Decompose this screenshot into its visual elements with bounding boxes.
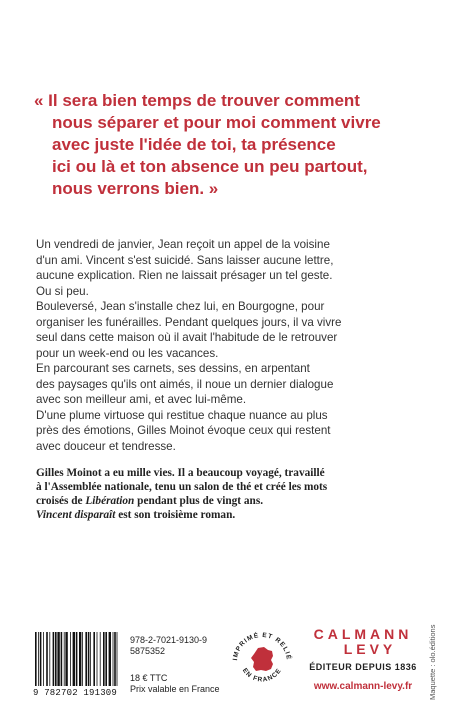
book-title: Vincent disparaît xyxy=(36,509,116,521)
summary-line: pour un week-end ou les vacances. xyxy=(36,346,219,360)
barcode xyxy=(33,632,121,698)
summary-line: D'une plume virtuose qui restitue chaque nuance au plus xyxy=(36,408,328,422)
barcode-bar xyxy=(79,632,81,686)
made-in-france-seal xyxy=(228,626,296,694)
barcode-bar xyxy=(117,632,118,686)
france-map-icon xyxy=(251,647,273,671)
newspaper-title: Libération xyxy=(85,495,135,507)
publisher-since: ÉDITEUR DEPUIS 1836 xyxy=(309,662,417,672)
isbn-block xyxy=(130,635,207,657)
summary-line: En parcourant ses carnets, ses dessins, en arpentant xyxy=(36,362,310,375)
barcode-bar xyxy=(73,632,75,686)
barcode-bar xyxy=(46,632,48,686)
barcode-bar xyxy=(55,632,57,686)
quote-line: ici ou là et ton absence un peu partout, xyxy=(52,157,368,176)
barcode-bar xyxy=(57,632,59,686)
summary-line: Bouleversé, Jean s'installe chez lui, en Bourgogne, pour xyxy=(36,300,325,313)
barcode-bar xyxy=(61,632,63,686)
barcode-bar xyxy=(35,632,37,686)
summary-line: seul dans cette maison où il avait l'habitude de le retrouver xyxy=(36,331,338,344)
barcode-bar xyxy=(64,632,65,686)
author-bio xyxy=(36,466,406,522)
quote-line: « Il sera bien temps de trouver comment xyxy=(34,91,360,110)
bio-line xyxy=(36,508,406,522)
summary-line: organiser les funérailles. Pendant quelques jours, il va vivre xyxy=(36,315,342,329)
bio-line: Gilles Moinot a eu mille vies. Il a beaucoup voyagé, travaillé xyxy=(36,467,325,479)
barcode-bar xyxy=(88,632,90,686)
seal-top-text: IMPRIMÉ ET RELIÉ xyxy=(232,631,293,661)
summary-line: avec douceur et tendresse. xyxy=(36,439,176,453)
isbn-number: 978-2-7021-9130-9 xyxy=(130,635,208,645)
logo-line: LEVY xyxy=(343,641,397,657)
barcode-bar xyxy=(85,632,87,686)
barcode-bars xyxy=(33,632,121,688)
back-cover-quote xyxy=(34,90,381,200)
price-amount: 18 € TTC xyxy=(130,673,168,683)
barcode-bar xyxy=(82,632,83,686)
barcode-bar xyxy=(114,632,116,686)
barcode-bar xyxy=(103,632,105,686)
barcode-bar xyxy=(90,632,91,686)
barcode-bar xyxy=(105,632,107,686)
summary-line: Un vendredi de janvier, Jean reçoit un appel de la voisine xyxy=(36,238,330,251)
barcode-digits: 9 782702 191309 xyxy=(33,688,118,698)
barcode-bar xyxy=(38,632,39,686)
price-block xyxy=(130,673,220,695)
summary-text xyxy=(36,237,396,454)
quote-line: nous séparer et pour moi comment vivre xyxy=(52,113,381,132)
barcode-bar xyxy=(97,632,98,686)
barcode-bar xyxy=(70,632,71,686)
barcode-bar xyxy=(65,632,67,686)
summary-line: aucune explication. Rien ne laissait présager un tel geste. xyxy=(36,269,333,282)
price-note: Prix valable en France xyxy=(130,684,220,694)
publisher-block xyxy=(308,627,418,692)
product-code: 5875352 xyxy=(130,646,166,656)
barcode-bar xyxy=(53,632,55,686)
barcode-bar xyxy=(43,632,44,686)
logo-line: CALMANN xyxy=(313,626,413,642)
bio-text: pendant plus de vingt ans. xyxy=(134,495,264,507)
barcode-bar xyxy=(100,632,101,686)
barcode-bar xyxy=(49,632,50,686)
summary-line: avec son meilleur ami, et avec lui-même. xyxy=(36,393,247,406)
publisher-url[interactable]: www.calmann-levy.fr xyxy=(313,681,413,692)
barcode-bar xyxy=(93,632,95,686)
summary-line: Ou si peu. xyxy=(36,284,89,298)
summary-line: des paysages qu'ils ont aimés, il noue un dernier dialogue xyxy=(36,377,334,391)
design-credit: Maquette : olo.éditions xyxy=(428,624,437,700)
bio-line xyxy=(36,494,406,508)
quote-line: nous verrons bien. » xyxy=(52,179,219,198)
barcode-bar xyxy=(76,632,78,686)
summary-line: près des émotions, Gilles Moinot évoque ceux qui restent xyxy=(36,424,331,437)
bio-text: est son troisième roman. xyxy=(115,509,236,521)
summary-line: d'un ami. Vincent s'est suicidé. Sans laisser aucune lettre, xyxy=(36,253,334,267)
bio-text: croisés de xyxy=(36,495,86,507)
seal-bottom-text: EN FRANCE xyxy=(240,667,284,684)
quote-line: avec juste l'idée de toi, ta présence xyxy=(52,135,336,154)
barcode-bar xyxy=(113,632,114,686)
bio-line: à l'Assemblée nationale, tenu un salon de thé et créé les mots xyxy=(36,481,328,493)
barcode-bar xyxy=(109,632,111,686)
barcode-bar xyxy=(40,632,42,686)
publisher-logo xyxy=(308,627,418,657)
